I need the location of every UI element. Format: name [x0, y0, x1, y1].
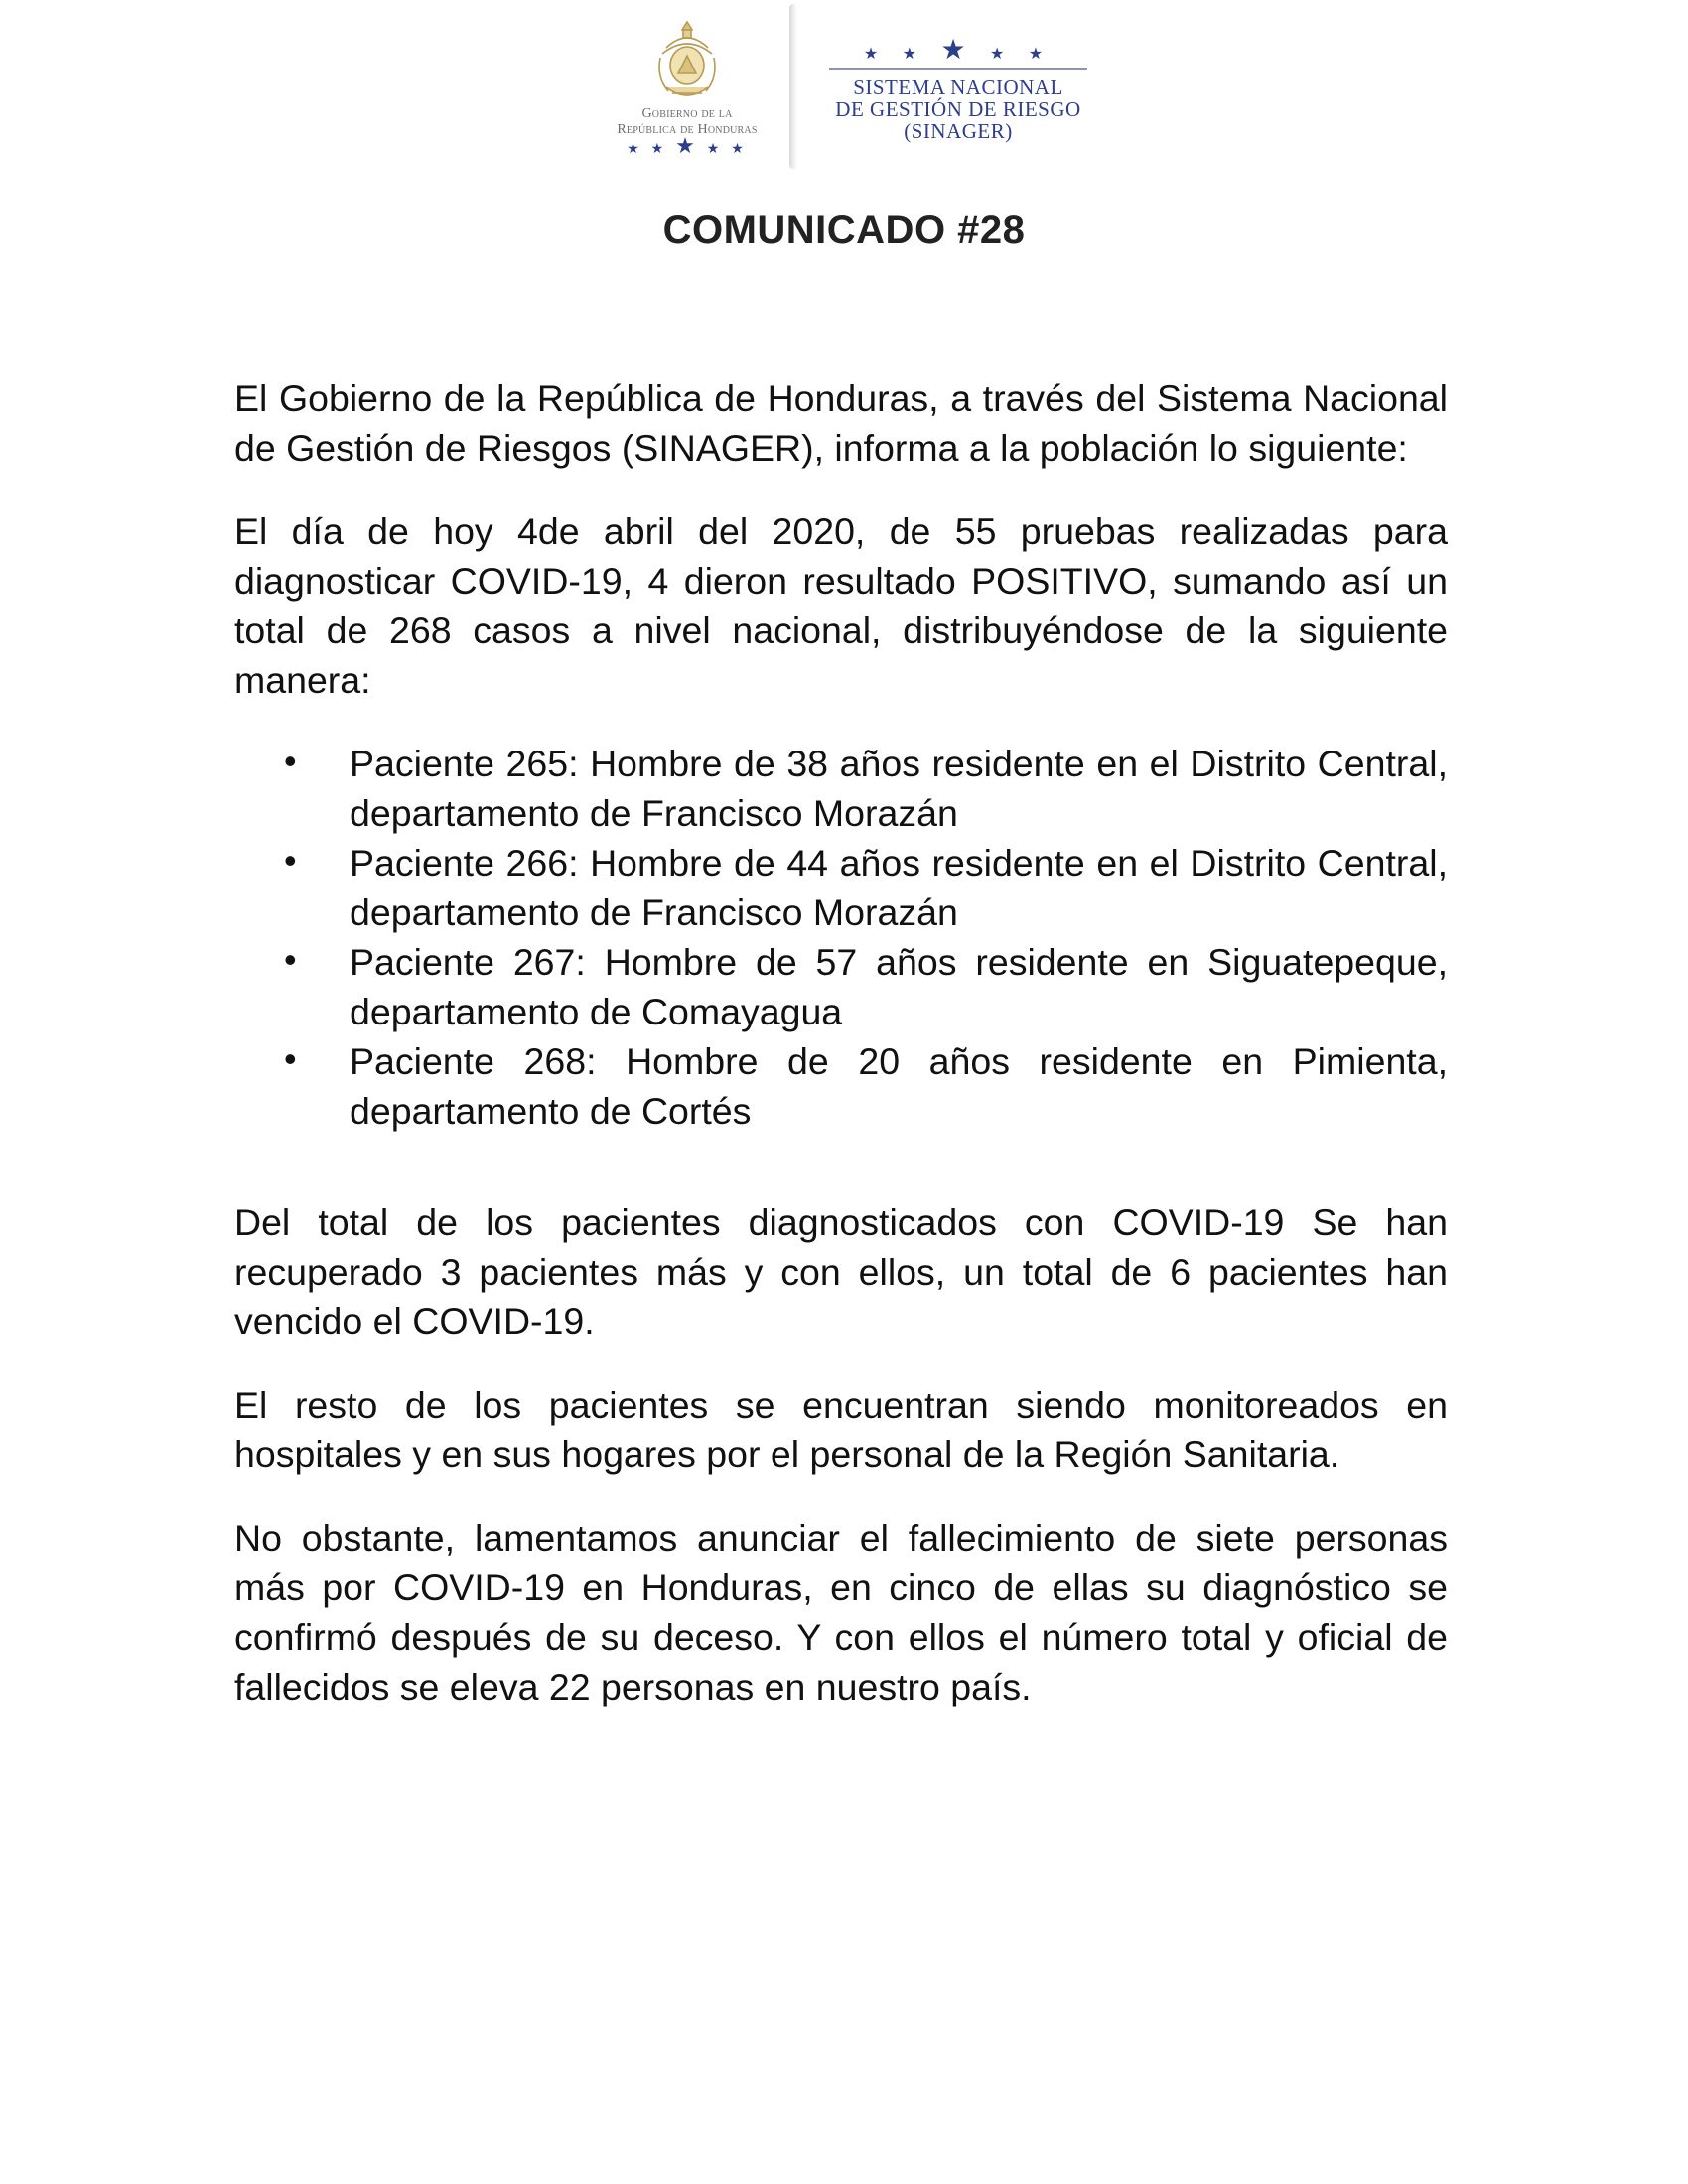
sinager-rule	[829, 68, 1087, 70]
bullet-icon: •	[284, 840, 297, 881]
sinager-logo	[824, 34, 1092, 143]
patient-text: Paciente 268: Hombre de 20 años residente en Pimienta, departamento de Cortés	[350, 1040, 1448, 1132]
intro-paragraph: El Gobierno de la República de Honduras, a través del Sistema Nacional de Gestión de Riesgos (SINAGER), informa a la población lo siguiente:	[234, 377, 1448, 469]
government-stars: ★ ★ ★ ★ ★	[627, 133, 748, 158]
recovered-paragraph: Del total de los pacientes diagnosticados con COVID-19 Se han recuperado 3 pacientes más y con ellos, un total de 6 pacientes han vencido el COVID-19.	[234, 1201, 1448, 1342]
patient-text: Paciente 265: Hombre de 38 años residente en el Distrito Central, departamento de Francisco Morazán	[350, 743, 1448, 834]
logo-divider	[789, 4, 797, 169]
letterhead	[0, 0, 1688, 179]
coat-of-arms-icon	[652, 18, 722, 105]
patient-text: Paciente 267: Hombre de 57 años residente en Siguatepeque, departamento de Comayagua	[350, 941, 1448, 1032]
monitoring-paragraph: El resto de los pacientes se encuentran siendo monitoreados en hospitales y en sus hogares por el personal de la Región Sanitaria.	[234, 1384, 1448, 1475]
patient-text: Paciente 266: Hombre de 44 años residente en el Distrito Central, departamento de Francisco Morazán	[350, 842, 1448, 933]
patient-list	[234, 739, 1448, 1136]
list-item	[234, 739, 1448, 838]
spacer	[234, 1169, 1448, 1197]
government-name-line1: Gobierno de la	[641, 106, 733, 121]
sinager-stars: ★ ★ ★ ★ ★	[863, 34, 1054, 65]
bullet-icon: •	[284, 1038, 297, 1079]
government-logo	[608, 18, 767, 167]
sinager-name-line3: (SINAGER)	[904, 119, 1013, 143]
list-item	[234, 838, 1448, 937]
bullet-icon: •	[284, 741, 297, 781]
list-item	[234, 1036, 1448, 1136]
government-name-line2: República de Honduras	[617, 122, 758, 137]
bullet-icon: •	[284, 939, 297, 980]
document-body	[234, 373, 1448, 1745]
list-item	[234, 937, 1448, 1036]
report-paragraph: El día de hoy 4de abril del 2020, de 55 pruebas realizadas para diagnosticar COVID-19, 4 dieron resultado POSITIVO, sumando así un total de 268 casos a nivel nacional, distribuyéndose de la siguiente manera:	[234, 510, 1448, 701]
deaths-paragraph: No obstante, lamentamos anunciar el fallecimiento de siete personas más por COVID-19 en Honduras, en cinco de ellas su diagnóstico se confirmó después de su deceso. Y con ellos el número total y oficial de fallecidos se eleva 22 personas en nuestro país.	[234, 1517, 1448, 1707]
sinager-name-line2: DE GESTIÓN DE RIESGO	[835, 97, 1081, 121]
page-title: COMUNICADO #28	[662, 208, 1026, 252]
sinager-name-line1: SISTEMA NACIONAL	[853, 75, 1063, 99]
